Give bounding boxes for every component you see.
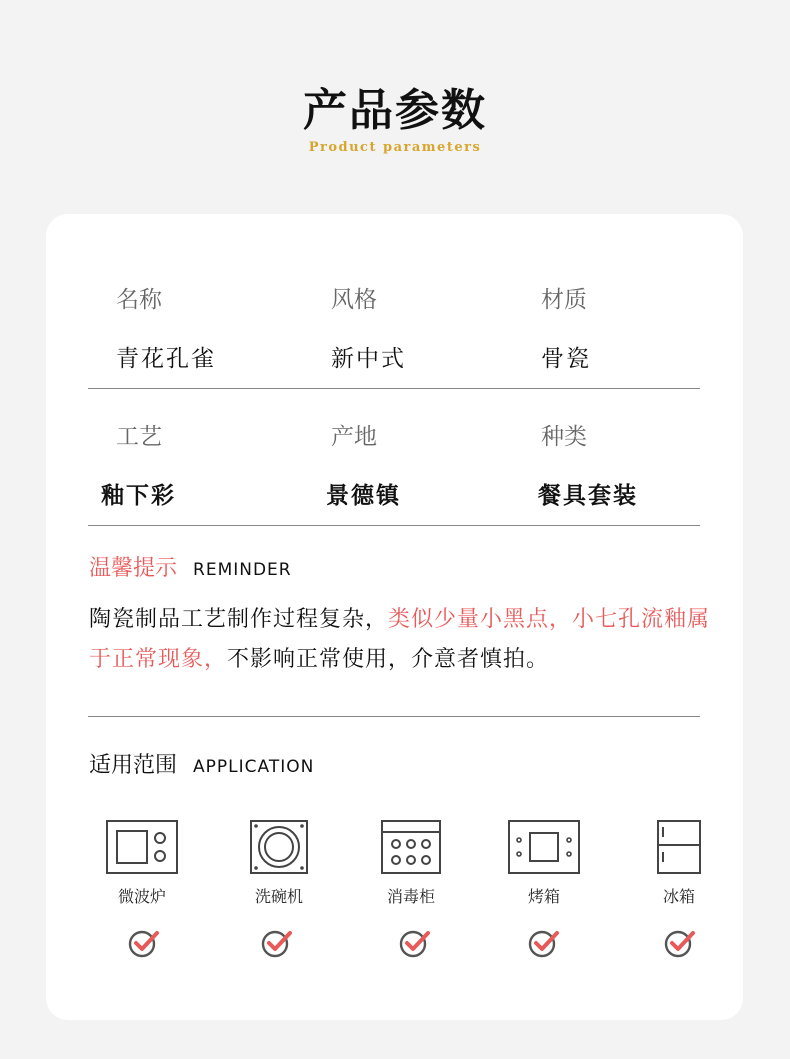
- param-material: [541, 281, 591, 373]
- divider: [88, 716, 700, 717]
- refrigerator-icon: [657, 820, 701, 874]
- application-title-cn: 适用范围: [89, 753, 178, 778]
- reminder-title-cn: 温馨提示: [89, 556, 178, 581]
- param-value: 釉下彩: [101, 483, 176, 509]
- microwave-icon: [106, 820, 178, 874]
- param-value: 景德镇: [326, 483, 401, 509]
- appliance-name: 洗碗机: [254, 887, 303, 906]
- reminder-text-highlight: 类似少量小黑点，小七孔流釉属于正常现象，: [89, 607, 711, 672]
- reminder-text-normal: 不影响正常使用，介意者慎拍。: [227, 647, 550, 672]
- appliance-name: 冰箱: [662, 887, 695, 906]
- param-label: 种类: [541, 424, 587, 450]
- dishwasher-icon: [250, 820, 308, 874]
- check-icon: [528, 927, 560, 959]
- appliance-name: 微波炉: [117, 887, 166, 906]
- param-style: [331, 281, 406, 373]
- check-icon: [399, 927, 431, 959]
- appliance-oven: [489, 818, 599, 907]
- oven-icon: [508, 820, 580, 874]
- check-icon: [664, 927, 696, 959]
- reminder-title-en: REMINDER: [193, 560, 292, 580]
- param-craft: [101, 418, 176, 510]
- reminder-text-normal: 陶瓷制品工艺制作过程复杂，: [89, 607, 389, 632]
- appliance-sterilizer: [356, 818, 466, 907]
- param-label: 风格: [331, 287, 377, 313]
- param-value: 餐具套装: [538, 483, 638, 509]
- application-title-en: APPLICATION: [193, 757, 315, 777]
- param-label: 产地: [331, 424, 377, 450]
- reminder-heading: [89, 551, 292, 582]
- page-subtitle: Product parameters: [308, 140, 482, 155]
- param-label: 名称: [116, 287, 162, 313]
- param-name: [116, 281, 216, 373]
- param-value: 新中式: [331, 346, 406, 372]
- appliance-microwave: [87, 818, 197, 907]
- reminder-text: [89, 600, 719, 680]
- divider: [88, 525, 700, 526]
- appliance-name: 烤箱: [527, 887, 560, 906]
- divider: [88, 388, 700, 389]
- param-value: 骨瓷: [541, 346, 591, 372]
- appliance-dishwasher: [224, 818, 334, 907]
- appliance-refrigerator: [624, 818, 734, 907]
- application-heading: [89, 748, 314, 779]
- param-category: [538, 418, 638, 510]
- sterilizer-icon: [381, 820, 441, 874]
- parameters-card: [46, 214, 743, 1020]
- check-icon: [261, 927, 293, 959]
- param-label: 工艺: [116, 424, 162, 450]
- check-icon: [128, 927, 160, 959]
- page-title: 产品参数: [303, 85, 487, 136]
- appliance-name: 消毒柜: [386, 887, 435, 906]
- param-origin: [326, 418, 401, 510]
- param-label: 材质: [541, 287, 587, 313]
- param-value: 青花孔雀: [116, 346, 216, 372]
